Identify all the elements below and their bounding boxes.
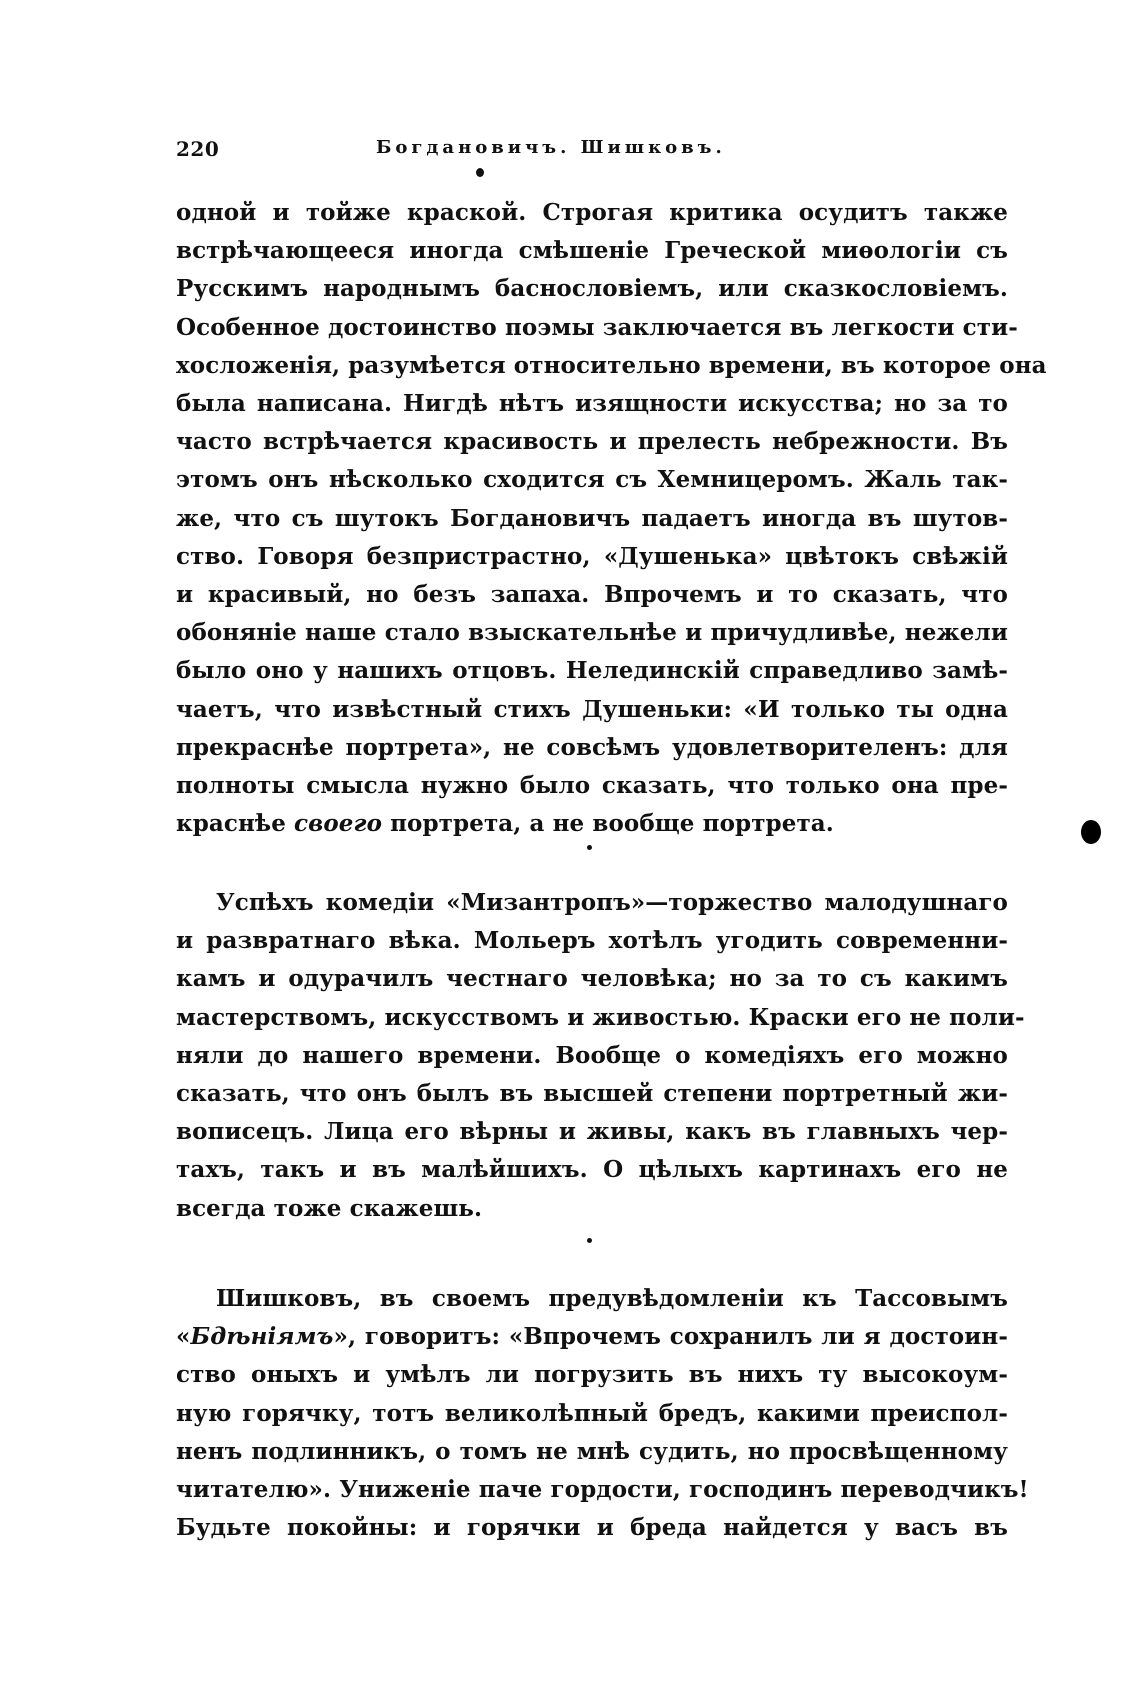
text-line: вописецъ. Лица его вѣрны и живы, какъ въ главныхъ чер- (176, 1118, 1008, 1146)
text-line: ство оныхъ и умѣлъ ли погрузить въ нихъ ту высокоум- (176, 1361, 1008, 1389)
text-line: была написана. Нигдѣ нѣтъ изящности искусства; но за то (176, 390, 1008, 418)
text-line: чаетъ, что извѣстный стихъ Душеньки: «И только ты одна (176, 695, 1008, 723)
italic-word: своего (294, 810, 383, 838)
text-line: же, что съ шутокъ Богдановичъ падаетъ иногда въ шутов- (176, 504, 1008, 532)
text-line: часто встрѣчается красивость и прелесть небрежности. Въ (176, 428, 1008, 456)
section-separator-dot (587, 845, 592, 850)
text-line: няли до нашего времени. Вообще о комедіяхъ его можно (176, 1041, 1008, 1069)
ink-blot (1081, 820, 1101, 844)
text-segment: « (176, 1323, 191, 1351)
text-line: прекраснѣе портрета», не совсѣмъ удовлетворителенъ: для (176, 733, 1008, 761)
italic-word: Бдѣніямъ (190, 1323, 334, 1351)
text-line: и развратнаго вѣка. Мольеръ хотѣлъ угодить современни- (176, 927, 1008, 955)
text-line: одной и тойже краской. Строгая критика осудитъ также (176, 199, 1008, 226)
text-line-last (176, 805, 1008, 843)
page-header (176, 137, 1008, 173)
text-segment: портрета, а не вообще портрета. (382, 810, 834, 838)
text-line: ненъ подлинникъ, о томъ не мнѣ судить, но просвѣщенному (176, 1437, 1008, 1465)
text-line: хосложенія, разумѣется относительно времени, въ которое она (176, 351, 1047, 379)
text-line-last: всегда тоже скажешь. (176, 1194, 483, 1222)
text-line: было оно у нашихъ отцовъ. Нелединскій справедливо замѣ- (176, 657, 1008, 685)
text-line: Особенное достоинство поэмы заключается въ легкости сти- (176, 313, 1018, 341)
text-line: ство. Говоря безпристрастно, «Душенька» цвѣтокъ свѣжій (176, 542, 1008, 570)
text-line: ную горячку, тотъ великолѣпный бредъ, какими преиспол- (176, 1399, 1008, 1427)
text-line: камъ и одурачилъ честнаго человѣка; но за то съ какимъ (176, 965, 1008, 993)
page-number: 220 (176, 137, 220, 161)
paragraph-shishkov (176, 1280, 1029, 1547)
running-title: Богдановичъ. Шишковъ. (376, 137, 726, 158)
text-line: тахъ, такъ и въ малѣйшихъ. О цѣлыхъ картинахъ его не (176, 1156, 1008, 1184)
text-line (176, 1318, 1008, 1356)
section-separator-dot (587, 1238, 592, 1243)
text-line: и красивый, но безъ запаха. Впрочемъ и то сказать, что (176, 581, 1008, 609)
text-segment: краснѣе (176, 810, 295, 838)
paragraph-moliere (176, 884, 1025, 1228)
text-line: этомъ онъ нѣсколько сходится съ Хемницеромъ. Жаль так- (176, 466, 1008, 494)
text-line: сказать, что онъ былъ въ высшей степени портретный жи- (176, 1080, 1008, 1108)
text-line: обоняніе наше стало взыскательнѣе и причудливѣе, нежели (176, 619, 1008, 647)
text-line: Русскимъ народнымъ баснословіемъ, или сказкословіемъ. (176, 275, 1008, 303)
text-line: Успѣхъ комедіи «Мизантропъ»—торжество малодушнаго (216, 889, 1008, 916)
header-ink-dot (476, 168, 484, 177)
text-line: Будьте покойны: и горячки и бреда найдется у васъ въ (176, 1514, 1008, 1542)
text-line: встрѣчающееся иногда смѣшеніе Греческой миѳологіи съ (176, 237, 1008, 265)
text-line: полноты смысла нужно было сказать, что только она пре- (176, 772, 1008, 800)
text-line: Шишковъ, въ своемъ предувѣдомленіи къ Тассовымъ (216, 1285, 1008, 1312)
text-line: читателю». Униженіе паче гордости, господинъ переводчикъ! (176, 1476, 1029, 1504)
text-line: мастерствомъ, искусствомъ и живостью. Краски его не поли- (176, 1003, 1025, 1031)
paragraph-bogdanovich (176, 194, 1047, 843)
text-segment: », говоритъ: «Впрочемъ сохранилъ ли я достоин- (333, 1323, 1008, 1351)
